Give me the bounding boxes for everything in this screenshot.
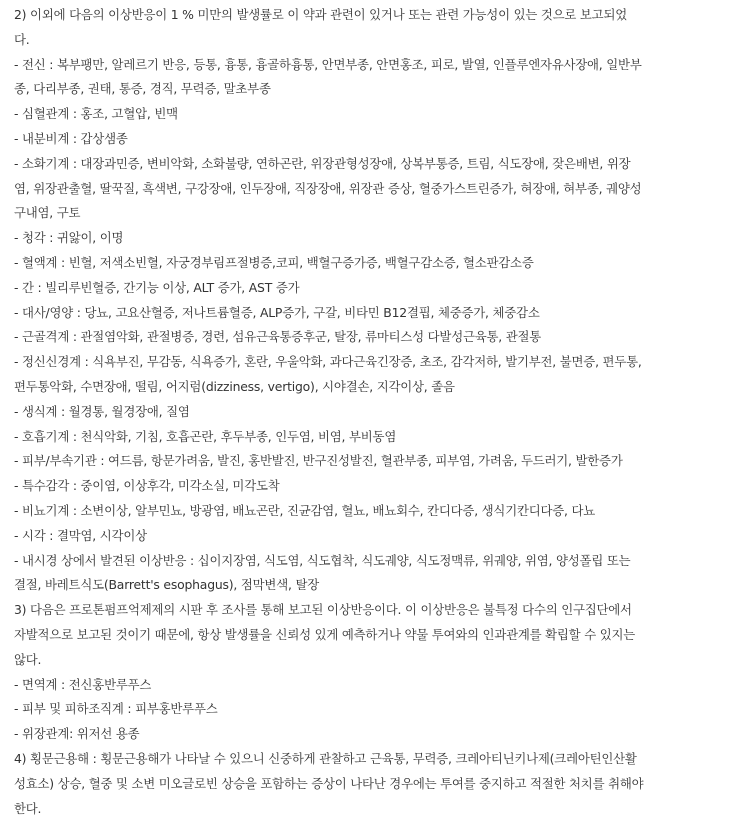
- text-line: 않다.: [14, 651, 42, 667]
- text-line: - 내시경 상에서 발견된 이상반응 : 십이지장염, 식도염, 식도협착, 식도궤양, 식도정맥류, 위궤양, 위염, 양성폴립 또는: [14, 552, 631, 568]
- text-line: - 청각 : 귀앓이, 이명: [14, 230, 124, 246]
- text-line: 구내염, 구토: [14, 205, 81, 221]
- text-line: - 간 : 빌리루빈혈증, 간기능 이상, ALT 증가, AST 증가: [14, 279, 300, 295]
- text-line: 한다.: [14, 800, 42, 816]
- text-line: 종, 다리부종, 권태, 통증, 경직, 무력증, 말초부종: [14, 81, 271, 97]
- text-line: - 시각 : 결막염, 시각이상: [14, 527, 147, 543]
- text-line: 염, 위장관출혈, 딸꾹질, 흑색변, 구강장애, 인두장애, 직장장애, 위장관 증상, 혈중가스트린증가, 혀장애, 혀부종, 궤양성: [14, 180, 642, 196]
- text-line: 3) 다음은 프로톤펌프억제제의 시판 후 조사를 통해 보고된 이상반응이다. 이 이상반응은 불특정 다수의 인구집단에서: [14, 602, 632, 618]
- text-line: - 정신신경계 : 식욕부진, 무감동, 식욕증가, 혼란, 우울악화, 과다근육긴장증, 초조, 감각저하, 발기부전, 불면증, 편두통,: [14, 354, 642, 370]
- text-line: - 면역계 : 전신홍반루푸스: [14, 676, 152, 692]
- text-line: - 피부 및 피하조직계 : 피부홍반루푸스: [14, 701, 218, 717]
- text-line: - 근골격계 : 관절염악화, 관절병증, 경련, 섬유근육통증후군, 탈장, 류마티스성 다발성근육통, 관절통: [14, 329, 542, 345]
- text-line: 결절, 바레트식도(Barrett's esophagus), 점막변색, 탈장: [14, 577, 319, 593]
- text-line: - 내분비계 : 갑상샘종: [14, 130, 128, 146]
- text-line: - 혈액계 : 빈혈, 저색소빈혈, 자궁경부림프절병증,코피, 백혈구증가증, 백혈구감소증, 혈소판감소증: [14, 254, 534, 270]
- text-line: 2) 이외에 다음의 이상반응이 1 % 미만의 발생률로 이 약과 관련이 있거나 또는 관련 가능성이 있는 것으로 보고되었: [14, 7, 627, 22]
- text-line: 편두통악화, 수면장애, 떨림, 어지럼(dizziness, vertigo), 시야결손, 지각이상, 졸음: [14, 378, 455, 394]
- text-line: - 위장관계: 위저선 용종: [14, 726, 140, 742]
- text-line: - 비뇨기계 : 소변이상, 알부민뇨, 방광염, 배뇨곤란, 진균감염, 혈뇨, 배뇨회수, 칸디다증, 생식기칸디다증, 다뇨: [14, 502, 596, 518]
- text-line: - 심혈관계 : 홍조, 고혈압, 빈맥: [14, 106, 178, 122]
- text-line: - 특수감각 : 중이염, 이상후각, 미각소실, 미각도착: [14, 478, 280, 494]
- text-line: - 소화기계 : 대장과민증, 변비악화, 소화불량, 연하곤란, 위장관형성장애, 상복부통증, 트림, 식도장애, 잦은배변, 위장: [14, 155, 631, 171]
- text-line: 성효소) 상승, 혈중 및 소변 미오글로빈 상승을 포함하는 증상이 나타난 경우에는 투여를 중지하고 적절한 처치를 취해야: [14, 775, 644, 791]
- text-line: - 대사/영양 : 당뇨, 고요산혈증, 저나트륨혈증, ALP증가, 구갈, 비타민 B12결핍, 체중증가, 체중감소: [14, 304, 540, 320]
- text-line: 다.: [14, 31, 30, 47]
- text-line: - 피부/부속기관 : 여드름, 항문가려움, 발진, 홍반발진, 반구진성발진, 혈관부종, 피부염, 가려움, 두드러기, 발한증가: [14, 453, 623, 469]
- text-line: 4) 횡문근용해 : 횡문근용해가 나타날 수 있으니 신중하게 관찰하고 근육통, 무력증, 크레아티닌키나제(크레아틴인산활: [14, 750, 637, 766]
- text-line: - 생식계 : 월경통, 월경장애, 질염: [14, 403, 190, 419]
- text-line: - 호흡기계 : 천식악화, 기침, 호흡곤란, 후두부종, 인두염, 비염, 부비동염: [14, 428, 397, 444]
- text-line: - 전신 : 복부팽만, 알레르기 반응, 등통, 흉통, 흉골하흉통, 안면부종, 안면홍조, 피로, 발열, 인플루엔자유사장애, 일반부: [14, 56, 642, 72]
- text-line: 자발적으로 보고된 것이기 때문에, 항상 발생률을 신뢰성 있게 예측하거나 약물 투여와의 인과관계를 확립할 수 있지는: [14, 626, 636, 642]
